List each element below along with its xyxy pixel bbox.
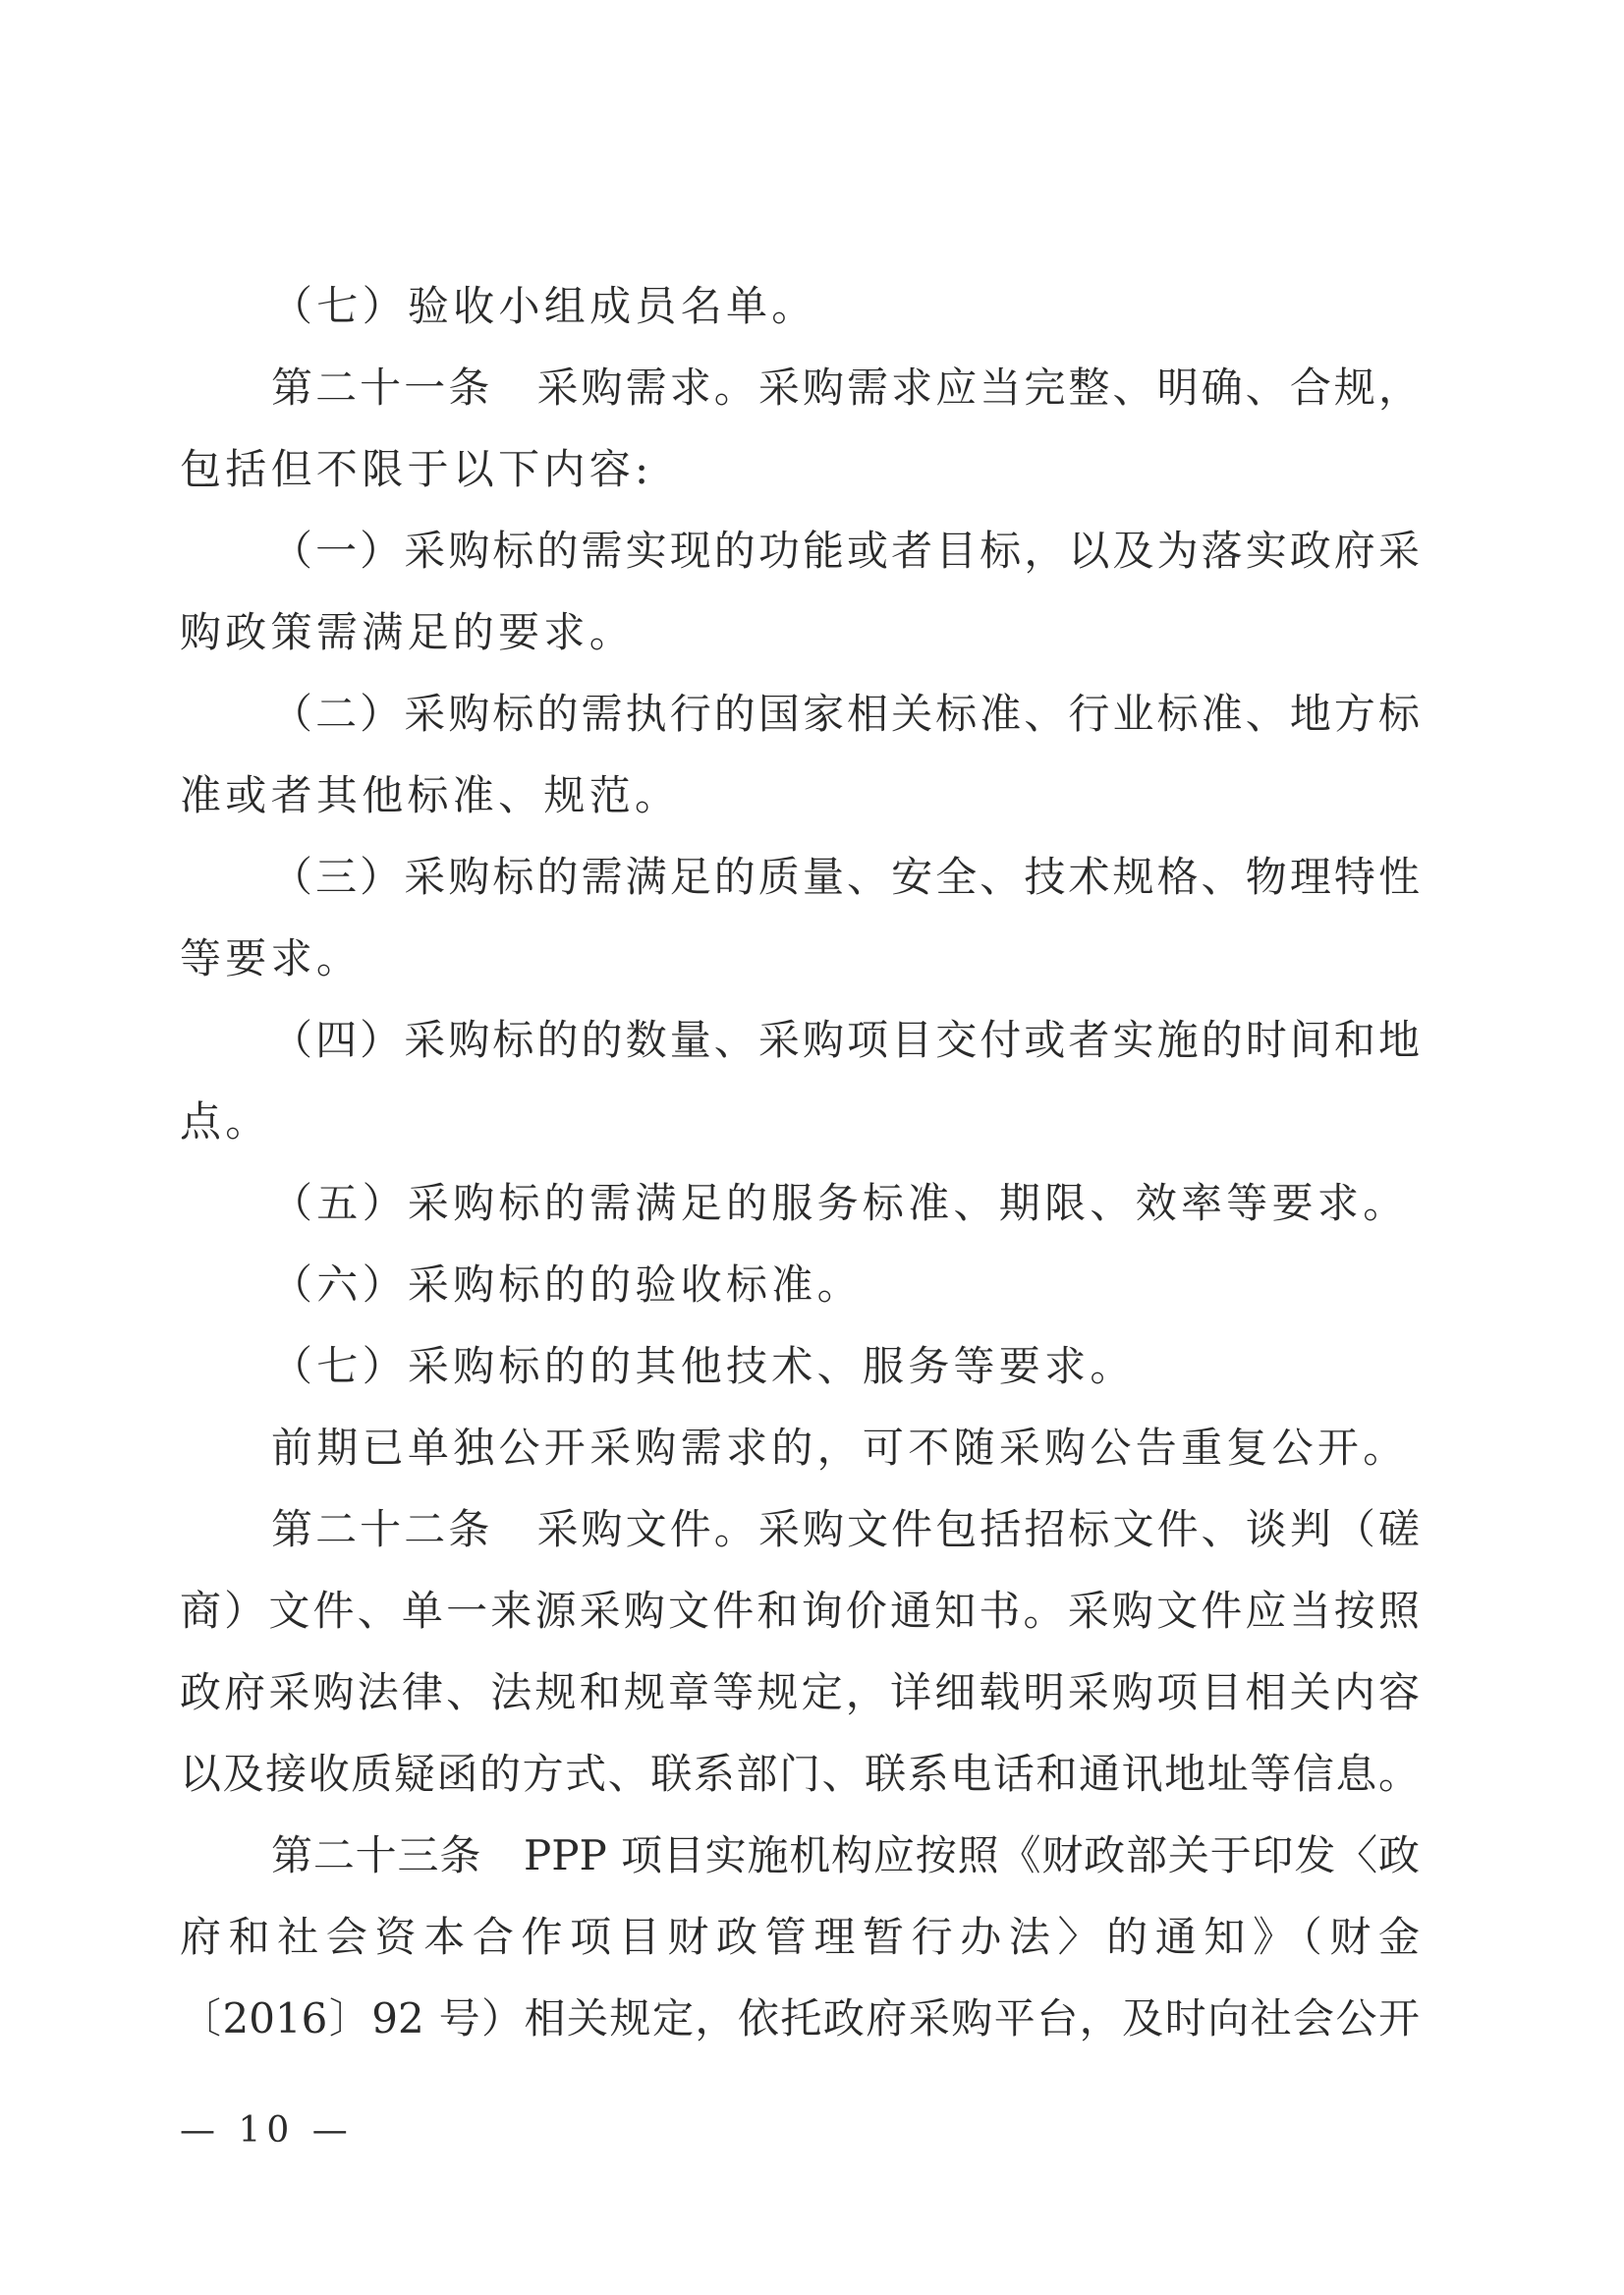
article-23-line-2: 府和社会资本合作项目财政管理暂行办法〉的通知》（财金 (180, 1913, 1420, 1961)
requirement-item-2-line-1: （二）采购标的需执行的国家相关标准、行业标准、地方标 (271, 690, 1420, 738)
article-22-line-1: 第二十二条 采购文件。采购文件包括招标文件、谈判（磋 (271, 1505, 1420, 1553)
prior-disclosure-note: 前期已单独公开采购需求的，可不随采购公告重复公开。 (271, 1424, 1409, 1472)
requirement-item-4-line-1: （四）采购标的的数量、采购项目交付或者实施的时间和地 (271, 1016, 1420, 1064)
article-23-line-3: 〔2016〕92 号）相关规定，依托政府采购平台，及时向社会公开 (180, 1994, 1420, 2043)
requirement-item-6: （六）采购标的的验收标准。 (271, 1260, 863, 1309)
item-seven-member-list: （七）验收小组成员名单。 (271, 282, 817, 330)
article-21-heading-line: 第二十一条 采购需求。采购需求应当完整、明确、合规， (271, 364, 1420, 412)
requirement-item-4-line-2: 点。 (180, 1097, 271, 1146)
requirement-item-2-line-2: 准或者其他标准、规范。 (180, 771, 681, 819)
article-22-line-4: 以及接收质疑函的方式、联系部门、联系电话和通讯地址等信息。 (180, 1750, 1420, 1798)
requirement-item-3-line-1: （三）采购标的需满足的质量、安全、技术规格、物理特性 (271, 853, 1420, 901)
body-text (180, 265, 1420, 2059)
page-number: — 10 — (180, 2110, 354, 2151)
article-21-continuation: 包括但不限于以下内容: (180, 445, 653, 493)
requirement-item-1-line-2: 购政策需满足的要求。 (180, 608, 636, 656)
article-22-line-3: 政府采购法律、法规和规章等规定，详细载明采购项目相关内容 (180, 1668, 1420, 1716)
requirement-item-1-line-1: （一）采购标的需实现的功能或者目标，以及为落实政府采 (271, 527, 1420, 575)
article-22-line-2: 商）文件、单一来源采购文件和询价通知书。采购文件应当按照 (180, 1587, 1420, 1635)
article-23-line-1: 第二十三条 PPP 项目实施机构应按照《财政部关于印发〈政 (271, 1831, 1420, 1879)
requirement-item-3-line-2: 等要求。 (180, 934, 363, 982)
requirement-item-7: （七）采购标的的其他技术、服务等要求。 (271, 1342, 1136, 1390)
requirement-item-5: （五）采购标的需满足的服务标准、期限、效率等要求。 (271, 1179, 1409, 1227)
